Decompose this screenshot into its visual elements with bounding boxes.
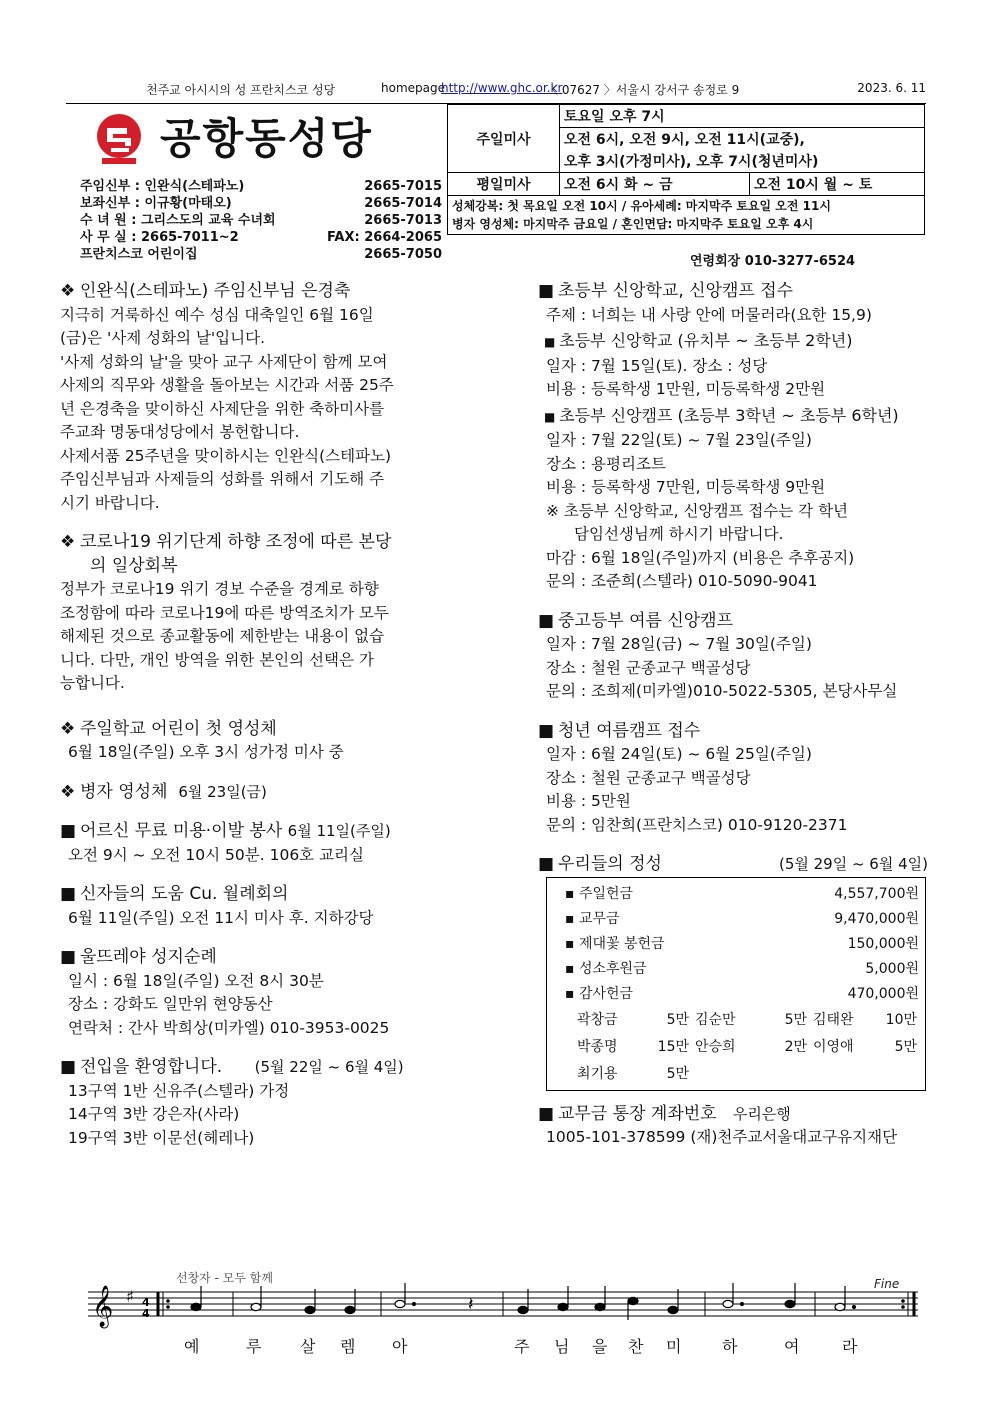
music-score	[88, 1262, 918, 1392]
staff-row: 수 녀 원 : 그리스도의 교육 수녀회 2665-7013	[80, 213, 442, 228]
address: 〈 07627 〉서울시 강서구 송정로 9	[546, 83, 740, 97]
section-head: ❖ 코로나19 위기단계 하향 조정에 따른 본당	[60, 532, 392, 552]
sharp-icon: ♯	[126, 1287, 134, 1306]
right-column: ■ 초등부 신앙학교, 신앙캠프 접수 주제 : 너희는 내 사랑 안에 머물러라(요한 15,9) ■ 초등부 신앙학교 (유치부 ~ 초등부 2학년) 일자 : 7월 15일(토). 장소 : 성당 비용 : 등록학생 1만원, 미등록학생 2만원 ■ 초등부 신앙캠프 (초등부 3학년 ~ 초등부 6학년) 일자 : 7월 22일(토) ~ 7월 23일(주일) 장소 : 용평리조트 비용 : 등록학생 7만원, 미등록학생 9만원 ※ 초등부 신앙학교, 신앙캠프 접수는 각 학년 담임선생님께 하시기 바랍니다. 마감 : 6월 18일(주일)까지 (비용은 추후공지) 문의 : 조준희(스텔라) 010-5090-9041 ■ 중고등부 여름 신앙캠프 일자 : 7월 28일(금) ~ 7월 30일(주일) 장소 : 철원 군종교구 백골성당 문의 : 조희제(미카엘)010-5022-5305, 본당사무실 ■ 청년 여름캠프 접수 일자 : 6월 24일(토) ~ 6월 25일(주일) 장소 : 철원 군종교구 백골성당 비용 : 5만원 문의 : 임찬희(프란치스코) 010-9120-2371 ■ 우리들의 정성 (5월 29일 ~ 6월 4일) ▪ 주일헌금 4,557,700원 ▪ 교무금 9,470,000원 ▪ 제대꽃 봉헌금 150,000원 ▪ 성소후원금 5,000원 ▪ 감사헌금 470,000원 곽창금 5만 김순만 5만 김태완 10만 박종명 15만 안승희 2만 이영애 5만 최기용 5만 ■ 교무금 통장 계좌번호 우리은행 1005-101-378599 (재)천주교서울대교구유지재단	[538, 278, 938, 1150]
section-head: ■ 울뜨레야 성지순례	[60, 947, 217, 967]
section-head: ❖ 인완식(스테파노) 주임신부님 은경축	[60, 281, 351, 301]
section-head: ■ 어르신 무료 미용·이발 봉사 6월 11일(주일)	[60, 821, 391, 841]
header-line	[66, 81, 926, 101]
sunday-mass-line: 오후 3시(가정미사), 오후 7시(청년미사)	[560, 150, 925, 173]
offering-row: ▪ 교무금 9,470,000원	[565, 910, 919, 927]
section-head: ■ 중고등부 여름 신앙캠프	[538, 610, 734, 631]
lyrics-line: 예 루 살 렘 아 주 님 을 찬 미 하 여 라	[184, 1337, 858, 1356]
score-caption: 선창자 - 모두 함께	[176, 1271, 273, 1285]
sunday-mass-line: 토요일 오후 7시	[560, 105, 925, 128]
section-head: ■ 신자들의 도움 Cu. 월례회의	[60, 884, 289, 904]
weekday-mass-b: 오전 10시 월 ~ 토	[750, 173, 925, 196]
staff-row: 보좌신부 : 이규황(마태오) 2665-7014	[80, 196, 442, 211]
homepage-link[interactable]: http://www.ghc.or.kr	[441, 81, 563, 95]
parish-logo	[94, 112, 144, 166]
section-head: ■ 교무금 통장 계좌번호 우리은행	[538, 1103, 791, 1124]
sacrament-info: 성체강복: 첫 목요일 오전 10시 / 유아세례: 마지막주 토요일 오전 11시 병자 영성체: 마지막주 금요일 / 혼인면담: 마지막주 토요일 오후 4시	[448, 196, 925, 235]
fine-mark: Fine	[874, 1277, 900, 1291]
parish-line: 천주교 아시시의 성 프란치스코 성당	[146, 83, 336, 97]
svg-text:4: 4	[142, 1296, 150, 1309]
staff-list	[80, 178, 442, 263]
section-head: ■ 초등부 신앙학교, 신앙캠프 접수	[538, 281, 794, 301]
offering-row: ▪ 주일헌금 4,557,700원	[565, 885, 919, 902]
rest-icon: 𝄽	[468, 1294, 474, 1315]
sub-head: ■ 초등부 신앙캠프 (초등부 3학년 ~ 초등부 6학년)	[544, 405, 899, 425]
weekday-mass-label: 평일미사	[448, 173, 560, 196]
homepage-label: homepage	[381, 81, 445, 95]
sunday-mass-line: 오전 6시, 오전 9시, 오전 11시(교중),	[560, 128, 925, 151]
left-column: ❖ 인완식(스테파노) 주임신부님 은경축 지극히 거룩하신 예수 성심 대축일인 6월 16일 (금)은 '사제 성화의 날'입니다. '사제 성화의 날'을 맞아 교구 사제단이 함께 모여 사제의 직무와 생활을 돌아보는 시간과 서품 25주 년 은경축을 맞이하신 사제단을 위한 축하미사를 주교좌 명동대성당에서 봉헌합니다. 사제서품 25주년을 맞이하시는 인완식(스테파노) 주임신부님과 사제들의 성화를 위해서 기도해 주 시기 바랍니다. ❖ 코로나19 위기단계 하향 조정에 따른 본당 의 일상회복 정부가 코로나19 위기 경보 수준을 경계로 하향 조정함에 따라 코로나19에 따른 방역조치가 모두 해제된 것으로 종교활동에 제한받는 내용이 없습 니다. 다만, 개인 방역을 위한 본인의 선택은 가 능합니다. ❖ 주일학교 어린이 첫 영성체 6월 18일(주일) 오후 3시 성가정 미사 중 ❖ 병자 영성체 6월 23일(금) ■ 어르신 무료 미용·이발 봉사 6월 11일(주일) 오전 9시 ~ 오전 10시 50분. 106호 교리실 ■ 신자들의 도움 Cu. 월례회의 6월 11일(주일) 오전 11시 미사 후. 지하강당 ■ 울뜨레야 성지순례 일시 : 6월 18일(주일) 오전 8시 30분 장소 : 강화도 일만위 현양동산 연락처 : 간사 박희상(미카엘) 010-3953-0025 ■ 전입을 환영합니다. (5월 22일 ~ 6월 4일) 13구역 1반 신유주(스텔라) 가정 14구역 3반 강은자(사라) 19구역 3반 이문선(헤레나)	[60, 278, 475, 1150]
donor-list: 곽창금 5만 김순만 5만 김태완 10만 박종명 15만 안승희 2만 이영애 5만 최기용 5만	[577, 1011, 917, 1082]
page-title: 공항동성당	[160, 114, 373, 163]
offering-row: ▪ 성소후원금 5,000원	[565, 960, 919, 977]
svg-text:4: 4	[142, 1307, 150, 1320]
staff-row: 사 무 실 : 2665-7011~2 FAX: 2664-2065	[80, 230, 442, 245]
staff-row: 주임신부 : 인완식(스테파노) 2665-7015	[80, 179, 442, 194]
offering-box	[546, 877, 926, 1091]
staff-row: 프란치스코 어린이집 2665-7050	[80, 247, 442, 262]
bank-account: 1005-101-378599 (재)천주교서울대교구유지재단	[546, 1128, 898, 1146]
offering-row: ▪ 감사헌금 470,000원	[565, 985, 919, 1002]
sunday-mass-label: 주일미사	[448, 105, 560, 173]
issue-date: 2023. 6. 11	[857, 81, 926, 95]
sub-head: ■ 초등부 신앙학교 (유치부 ~ 초등부 2학년)	[544, 331, 853, 350]
treble-clef-icon: 𝄞	[92, 1286, 114, 1327]
section-head: ❖ 병자 영성체 6월 23일(금)	[60, 781, 267, 802]
section-head: ■ 전입을 환영합니다. (5월 22일 ~ 6월 4일)	[60, 1057, 404, 1077]
weekday-mass-a: 오전 6시 화 ~ 금	[560, 173, 750, 196]
funeral-committee: 연령회장 010-3277-6524	[690, 254, 856, 269]
section-head: ■ 우리들의 정성 (5월 29일 ~ 6월 4일)	[538, 854, 928, 874]
section-head: ■ 청년 여름캠프 접수	[538, 720, 701, 741]
mass-schedule-table	[447, 104, 925, 235]
section-head: ❖ 주일학교 어린이 첫 영성체	[60, 718, 277, 739]
offering-row: ▪ 제대꽃 봉헌금 150,000원	[565, 935, 919, 952]
